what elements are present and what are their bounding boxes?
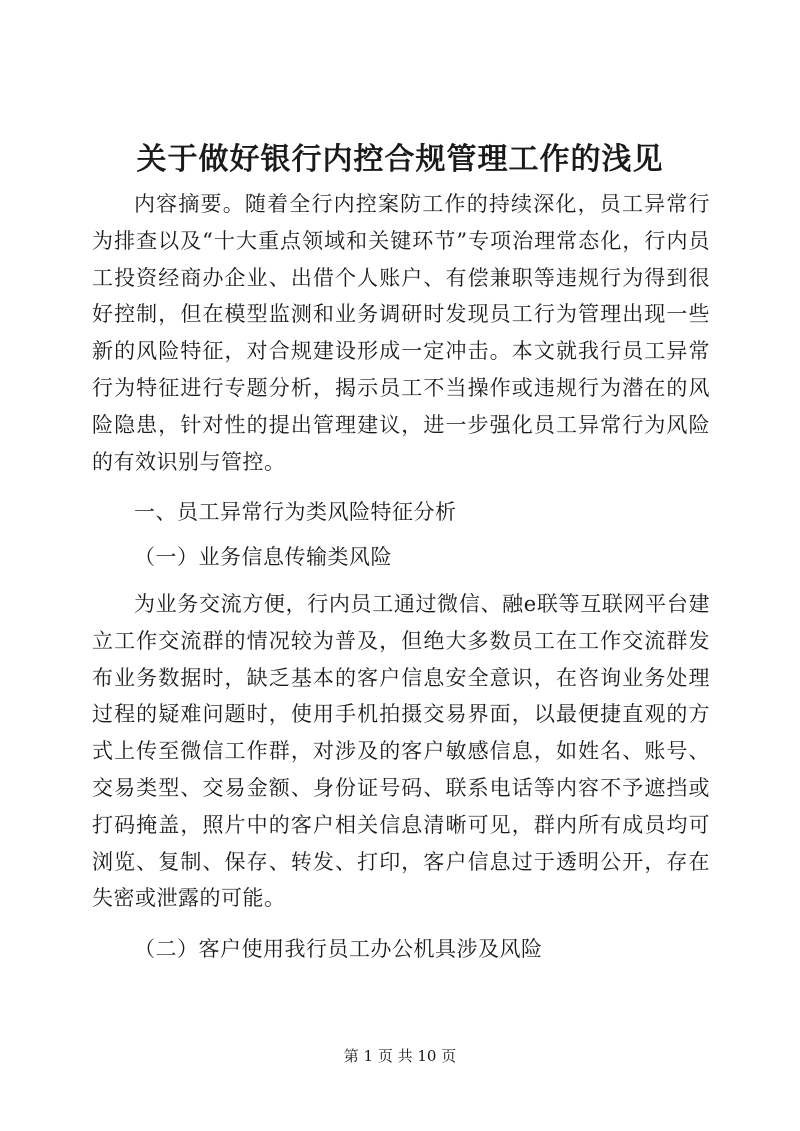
document-title: 关于做好银行内控合规管理工作的浅见 [136, 142, 664, 177]
body-paragraph: 为业务交流方便，行内员工通过微信、融e联等互联网平台建立工作交流群的情况较为普及，但绝大多数员工在工作交流群发布业务数据时，缺乏基本的客户信息安全意识，在咨询业务处理过程的疑难问题时，使用手机拍摄交易界面，以最便捷直观的方式上传至微信工作群，对涉及的客户敏感信息，如姓名、账号、交易类型、交易金额、身份证号码、联系电话等内容不予遮挡或打码掩盖，照片中的客户相关信息清晰可见，群内所有成员均可浏览、复制、保存、转发、打印，客户信息过于透明公开，存在失密或泄露的可能。 [92, 591, 710, 911]
subsection-heading: （二）客户使用我行员工办公机具涉及风险 [134, 937, 543, 962]
page-number-footer: 第 1 页 共 10 页 [343, 1047, 457, 1065]
abstract-paragraph: 内容摘要。随着全行内控案防工作的持续深化，员工异常行为排查以及“十大重点领域和关键环节”专项治理常态化，行内员工投资经商办企业、出借个人账户、有偿兼职等违规行为得到很好控制，但在模型监测和业务调研时发现员工行为管理出现一些新的风险特征，对合规建设形成一定冲击。本文就我行员工异常行为特征进行专题分析，揭示员工不当操作或违规行为潜在的风险隐患，针对性的提出管理建议，进一步强化员工异常行为风险的有效识别与管控。 [92, 192, 710, 474]
document-body [92, 186, 710, 968]
subsection-heading: （一）业务信息传输类风险 [134, 545, 392, 570]
section-heading: 一、员工异常行为类风险特征分析 [134, 500, 457, 525]
